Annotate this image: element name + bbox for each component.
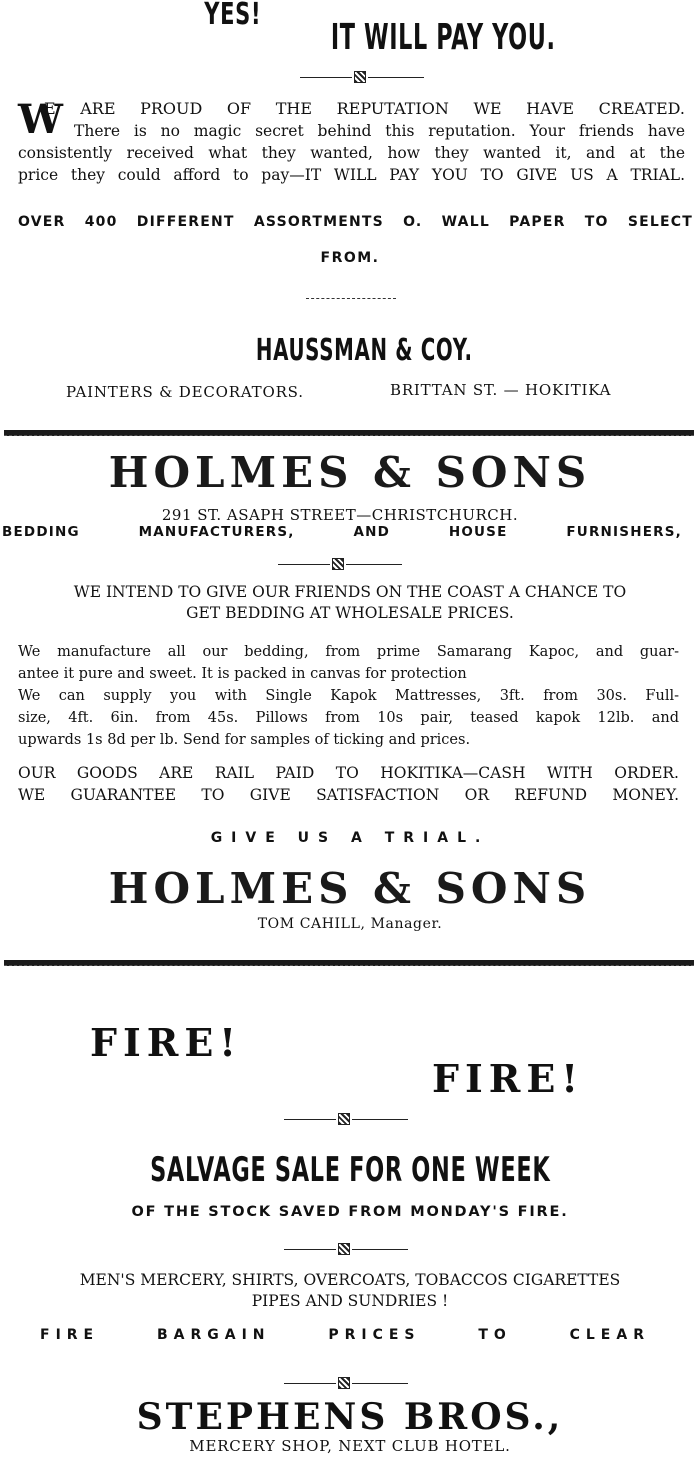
holmes-intro-line-1: WE INTEND TO GIVE OUR FRIENDS ON THE COAST A CHANCE TO [73,583,627,601]
reputation-paragraph [18,98,685,186]
reputation-line-2: There is no magic secret behind this reputation. Your friends have [74,122,685,140]
holmes-body [18,641,679,751]
holmes-trade-line: BEDDING MANUFACTURERS, AND HOUSE FURNISHERS, [2,524,682,540]
reputation-line-3: consistently received what they wanted, how they wanted it, and at the [18,144,685,162]
ornament-divider [284,1112,408,1126]
wallpaper-offer: OVER 400 DIFFERENT ASSORTMENTS O. WALL PAPER TO SELECT [18,214,693,230]
holmes-terms-line: OUR GOODS ARE RAIL PAID TO HOKITIKA—CASH WITH ORDER. [18,764,679,782]
holmes-body-line: We can supply you with Single Kapok Mattresses, 3ft. from 30s. Full- [18,688,679,704]
fire-heading-right: FIRE! [432,1056,584,1101]
salvage-subhead: OF THE STOCK SAVED FROM MONDAY'S FIRE. [131,1204,569,1220]
salvage-goods-line-2: PIPES AND SUNDRIES ! [251,1292,449,1310]
column-rule [4,430,694,436]
stephens-firm-name: STEPHENS BROS., [136,1396,564,1438]
haussman-trade: PAINTERS & DECORATORS. [66,383,304,401]
column-rule [4,960,694,966]
holmes-trial: GIVE US A TRIAL. [210,830,490,846]
wallpaper-offer-from: FROM. [320,250,380,266]
holmes-intro [0,582,700,624]
reputation-line-1: E ARE PROUD OF THE REPUTATION WE HAVE CREATED. [44,99,685,118]
fire-bargain-line: FIRE BARGAIN PRICES TO CLEAR [40,1327,650,1343]
ornament-divider [278,557,402,571]
holmes-terms [18,762,679,806]
drop-cap: W [18,96,63,143]
salvage-headline: SALVAGE SALE FOR ONE WEEK [149,1150,551,1190]
salvage-goods-line-1: MEN'S MERCERY, SHIRTS, OVERCOATS, TOBACCOS CIGARETTES [79,1271,621,1289]
holmes-address: 291 ST. ASAPH STREET—CHRISTCHURCH. [161,506,519,524]
reputation-line-4: price they could afford to pay—IT WILL PAY YOU TO GIVE US A TRIAL. [18,166,685,184]
holmes-body-line: antee it pure and sweet. It is packed in canvas for protection [18,666,467,682]
ornament-divider [300,70,424,84]
holmes-manager: TOM CAHILL, Manager. [257,916,443,932]
salvage-goods [0,1270,700,1312]
holmes-firm-name: HOLMES & SONS [108,448,592,497]
holmes-firm-name-repeat: HOLMES & SONS [108,864,592,913]
holmes-body-line: size, 4ft. 6in. from 45s. Pillows from 10s pair, teased kapok 12lb. and [18,710,679,726]
ornament-divider [284,1242,408,1256]
stephens-location: MERCERY SHOP, NEXT CLUB HOTEL. [189,1437,511,1455]
haussman-address: BRITTAN ST. — HOKITIKA [390,381,612,399]
ornament-divider [284,1376,408,1390]
dash-divider [306,298,396,299]
holmes-body-line: upwards 1s 8d per lb. Send for samples of ticking and prices. [18,732,471,748]
holmes-terms-line: WE GUARANTEE TO GIVE SATISFACTION OR REFUND MONEY. [18,786,679,804]
yes-heading: YES! [204,0,262,32]
fire-heading-left: FIRE! [90,1020,242,1065]
haussman-firm-name: HAUSSMAN & COY. [255,333,473,368]
holmes-intro-line-2: GET BEDDING AT WHOLESALE PRICES. [186,604,514,622]
pay-headline: IT WILL PAY YOU. [330,17,556,58]
holmes-body-line: We manufacture all our bedding, from prime Samarang Kapoc, and guar- [18,644,679,660]
